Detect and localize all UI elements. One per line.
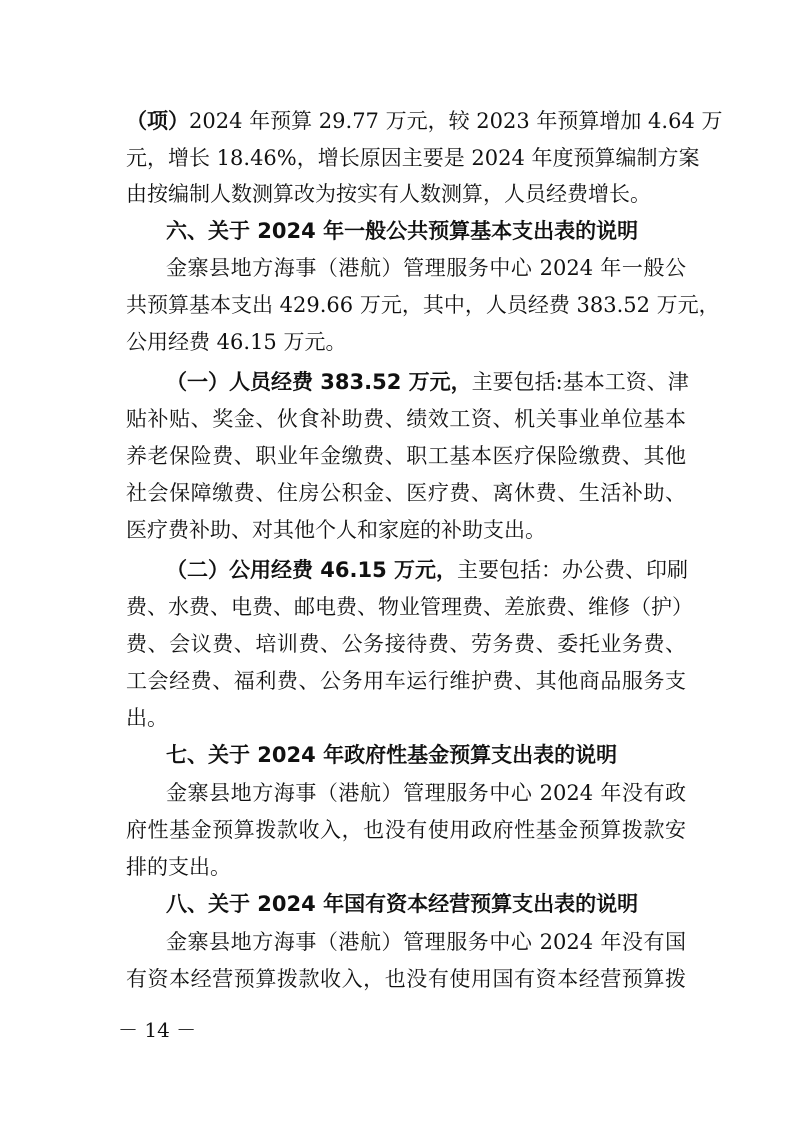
paragraph-line: 社会保障缴费、住房公积金、医疗费、离休费、生活补助、 bbox=[126, 481, 686, 505]
item-label: （项） bbox=[126, 109, 189, 133]
section-heading-7: 七、关于 2024 年政府性基金预算支出表的说明 bbox=[166, 743, 618, 767]
paragraph-line: 金寨县地方海事（港航）管理服务中心 2024 年一般公 bbox=[166, 256, 686, 280]
paragraph-line: 金寨县地方海事（港航）管理服务中心 2024 年没有国 bbox=[166, 930, 686, 954]
paragraph-line: 公用经费 46.15 万元。 bbox=[126, 330, 347, 354]
paragraph-line: 工会经费、福利费、公务用车运行维护费、其他商品服务支 bbox=[126, 669, 686, 693]
paragraph-line: 排的支出。 bbox=[126, 855, 231, 879]
paragraph-line: 共预算基本支出 429.66 万元，其中，人员经费 383.52 万元， bbox=[126, 293, 720, 317]
subheading-public-expenses: （二）公用经费 46.15 万元， bbox=[166, 558, 458, 582]
section-heading-8: 八、关于 2024 年国有资本经营预算支出表的说明 bbox=[166, 892, 639, 916]
paragraph-line: 费、水费、电费、邮电费、物业管理费、差旅费、维修（护） bbox=[126, 595, 693, 619]
subheading-personnel-expenses: （一）人员经费 383.52 万元， bbox=[166, 370, 472, 394]
paragraph-line: 贴补贴、奖金、伙食补助费、绩效工资、机关事业单位基本 bbox=[126, 407, 686, 431]
paragraph-line: （项）2024 年预算 29.77 万元，较 2023 年预算增加 4.64 万 bbox=[126, 109, 723, 133]
paragraph-line: 金寨县地方海事（港航）管理服务中心 2024 年没有政 bbox=[166, 781, 686, 805]
paragraph-line: （二）公用经费 46.15 万元，主要包括：办公费、印刷 bbox=[166, 558, 689, 582]
paragraph-line: 元，增长 18.46%，增长原因主要是 2024 年度预算编制方案 bbox=[126, 146, 700, 170]
paragraph-line: 有资本经营预算拨款收入，也没有使用国有资本经营预算拨 bbox=[126, 967, 686, 991]
paragraph-line: 养老保险费、职业年金缴费、职工基本医疗保险缴费、其他 bbox=[126, 444, 686, 468]
paragraph-line: 由按编制人数测算改为按实有人数测算，人员经费增长。 bbox=[126, 182, 651, 206]
paragraph-line: 府性基金预算拨款收入，也没有使用政府性基金预算拨款安 bbox=[126, 818, 686, 842]
paragraph-line: （一）人员经费 383.52 万元，主要包括:基本工资、津 bbox=[166, 370, 689, 394]
paragraph-line: 出。 bbox=[126, 706, 168, 730]
section-heading-6: 六、关于 2024 年一般公共预算基本支出表的说明 bbox=[166, 219, 639, 243]
paragraph-line: 费、会议费、培训费、公务接待费、劳务费、委托业务费、 bbox=[126, 632, 686, 656]
paragraph-line: 医疗费补助、对其他个人和家庭的补助支出。 bbox=[126, 518, 546, 542]
page-number: － 14 － bbox=[118, 1018, 197, 1042]
